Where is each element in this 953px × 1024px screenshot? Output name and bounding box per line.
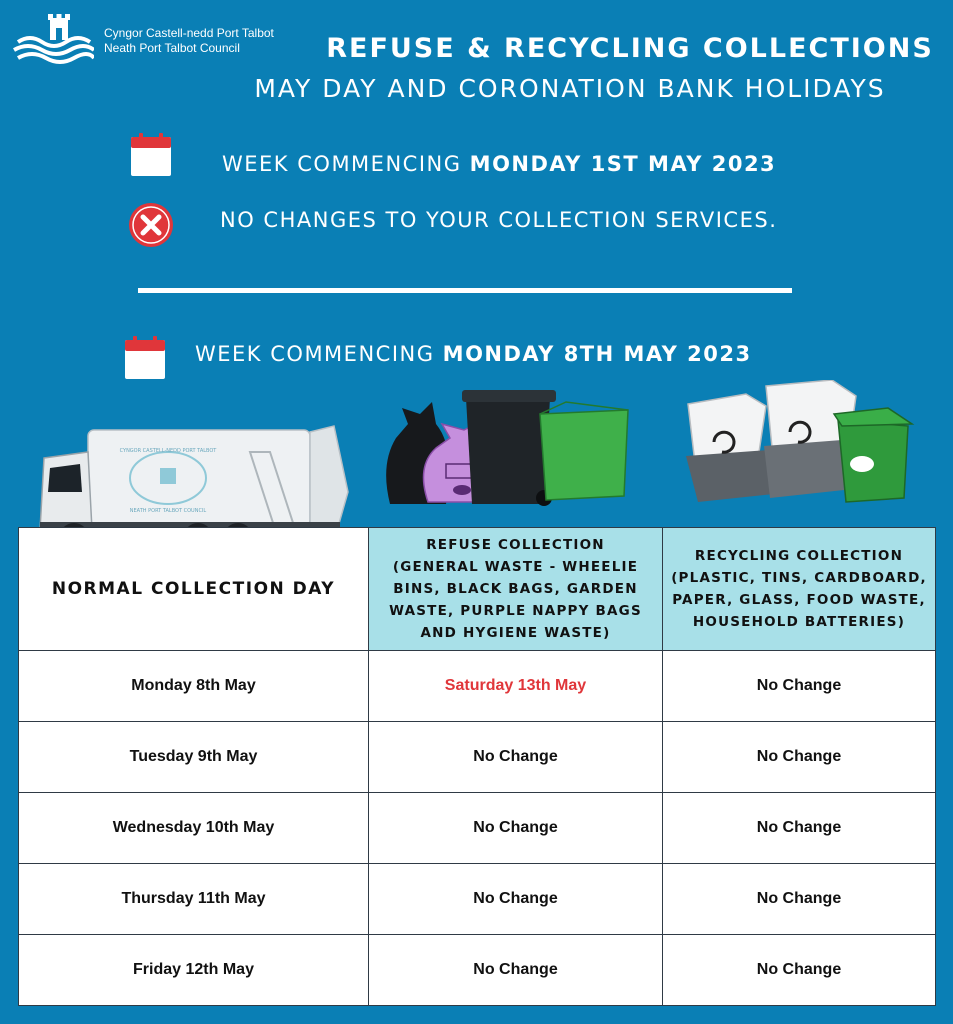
cell-day: Friday 12th May — [19, 935, 369, 1006]
week1-prefix: WEEK COMMENCING — [222, 152, 470, 176]
page-title: REFUSE & RECYCLING COLLECTIONS — [326, 33, 934, 64]
table-row — [19, 651, 936, 722]
truck-logo-top: CYNGOR CASTELL-NEDD PORT TALBOT — [119, 448, 217, 454]
week1-heading — [222, 152, 776, 176]
council-english-name: Neath Port Talbot Council — [104, 41, 240, 55]
recycling-containers-icon — [682, 380, 916, 510]
calendar-icon — [124, 336, 166, 380]
week2-prefix: WEEK COMMENCING — [195, 342, 443, 366]
cross-circle-icon — [128, 202, 174, 248]
calendar-icon — [130, 133, 172, 177]
table-header-row — [19, 528, 936, 651]
cell-day: Tuesday 9th May — [19, 722, 369, 793]
cell-refuse: No Change — [369, 935, 663, 1006]
week1-notice: NO CHANGES TO YOUR COLLECTION SERVICES. — [220, 208, 778, 232]
cell-day: Monday 8th May — [19, 651, 369, 722]
table-row — [19, 935, 936, 1006]
header-recycling-detail: (PLASTIC, TINS, CARDBOARD, PAPER, GLASS, FOOD WASTE, HOUSEHOLD BATTERIES) — [671, 570, 927, 630]
header-refuse-title: REFUSE COLLECTION — [426, 537, 605, 553]
cell-refuse: No Change — [369, 864, 663, 935]
section-divider — [138, 288, 792, 293]
table-row — [19, 722, 936, 793]
council-name — [104, 26, 274, 56]
cell-refuse: No Change — [369, 722, 663, 793]
cell-recycling: No Change — [663, 722, 936, 793]
cell-refuse: Saturday 13th May — [369, 651, 663, 722]
header-normal-day: NORMAL COLLECTION DAY — [19, 528, 369, 651]
collection-schedule-table — [18, 527, 936, 1006]
cell-recycling: No Change — [663, 651, 936, 722]
week2-date: MONDAY 8TH MAY 2023 — [442, 342, 752, 366]
cell-recycling: No Change — [663, 793, 936, 864]
week1-date: MONDAY 1ST MAY 2023 — [469, 152, 777, 176]
cell-day: Thursday 11th May — [19, 864, 369, 935]
header-refuse — [369, 528, 663, 651]
council-welsh-name: Cyngor Castell-nedd Port Talbot — [104, 26, 274, 40]
page-subtitle: MAY DAY AND CORONATION BANK HOLIDAYS — [254, 74, 886, 103]
council-logo-icon — [10, 12, 94, 68]
header-recycling — [663, 528, 936, 651]
cell-recycling: No Change — [663, 935, 936, 1006]
bins-bags-icon — [380, 384, 636, 510]
cell-recycling: No Change — [663, 864, 936, 935]
truck-logo-bottom: NEATH PORT TALBOT COUNCIL — [129, 508, 207, 514]
cell-refuse: No Change — [369, 793, 663, 864]
header-recycling-title: RECYCLING COLLECTION — [694, 548, 904, 564]
table-row — [19, 864, 936, 935]
header-refuse-detail: (GENERAL WASTE - WHEELIE BINS, BLACK BAGS, GARDEN WASTE, PURPLE NAPPY BAGS AND HYGIENE WASTE) — [389, 559, 642, 641]
table-row — [19, 793, 936, 864]
cell-day: Wednesday 10th May — [19, 793, 369, 864]
week2-heading — [195, 342, 752, 366]
